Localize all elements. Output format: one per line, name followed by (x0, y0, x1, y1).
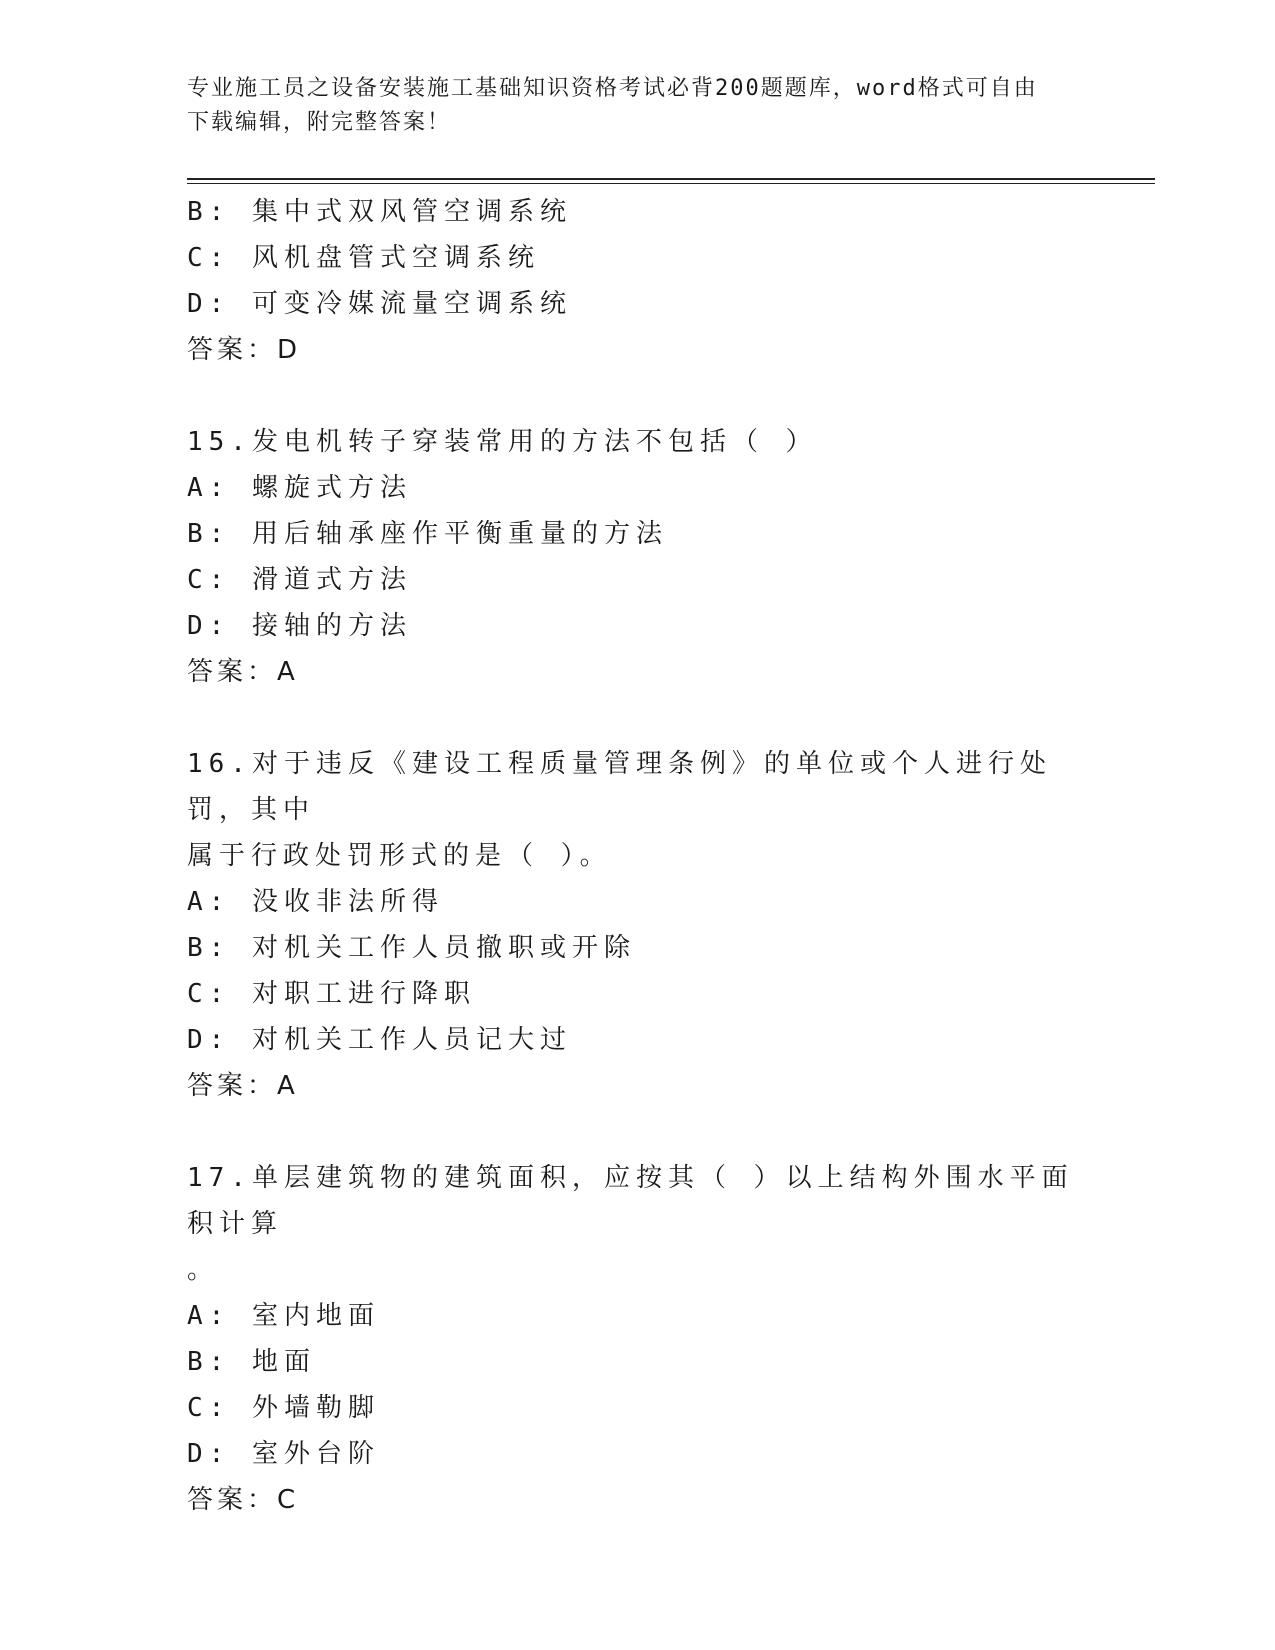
question-15 (187, 419, 1087, 695)
spacer (187, 695, 1087, 741)
answer-line: 答案：A (187, 1071, 299, 1101)
option-b: B: 集中式双风管空调系统 (187, 197, 572, 227)
question-16 (187, 741, 1087, 1109)
answer-line: 答案：A (187, 657, 299, 687)
answer-line: 答案：C (187, 1485, 300, 1515)
question-stem-line-2: 属于行政处罚形式的是（ ）。 (187, 841, 612, 871)
option-a: A: 室内地面 (187, 1301, 380, 1331)
question-stem-line-2: 。 (187, 1255, 220, 1285)
option-d: D: 可变冷媒流量空调系统 (187, 289, 572, 319)
header-line-2: 下载编辑，附完整答案！ (187, 110, 452, 135)
option-a: A: 螺旋式方法 (187, 473, 412, 503)
question-stem: 15.发电机转子穿装常用的方法不包括（ ） (187, 427, 818, 457)
option-b: B: 地面 (187, 1347, 316, 1377)
answer-line: 答案：D (187, 335, 302, 365)
option-c: C: 风机盘管式空调系统 (187, 243, 540, 273)
spacer (187, 373, 1087, 419)
option-c: C: 对职工进行降职 (187, 979, 476, 1009)
option-a: A: 没收非法所得 (187, 887, 444, 917)
question-continued (187, 189, 1087, 373)
option-d: D: 对机关工作人员记大过 (187, 1025, 572, 1055)
option-d: D: 室外台阶 (187, 1439, 380, 1469)
spacer (187, 1109, 1087, 1155)
header-line-1: 专业施工员之设备安装施工基础知识资格考试必背200题题库，word格式可自由 (187, 76, 1038, 101)
header-divider-thick (187, 178, 1155, 180)
option-b: B: 对机关工作人员撤职或开除 (187, 933, 636, 963)
document-header (187, 72, 1087, 140)
option-c: C: 滑道式方法 (187, 565, 412, 595)
option-d: D: 接轴的方法 (187, 611, 412, 641)
header-divider-thin (187, 183, 1155, 184)
option-b: B: 用后轴承座作平衡重量的方法 (187, 519, 668, 549)
question-stem-line-1: 17.单层建筑物的建筑面积，应按其（ ）以上结构外围水平面积计算 (187, 1163, 1074, 1239)
option-c: C: 外墙勒脚 (187, 1393, 380, 1423)
document-body (187, 189, 1087, 1523)
question-17 (187, 1155, 1087, 1523)
question-stem-line-1: 16.对于违反《建设工程质量管理条例》的单位或个人进行处罚，其中 (187, 749, 1052, 825)
